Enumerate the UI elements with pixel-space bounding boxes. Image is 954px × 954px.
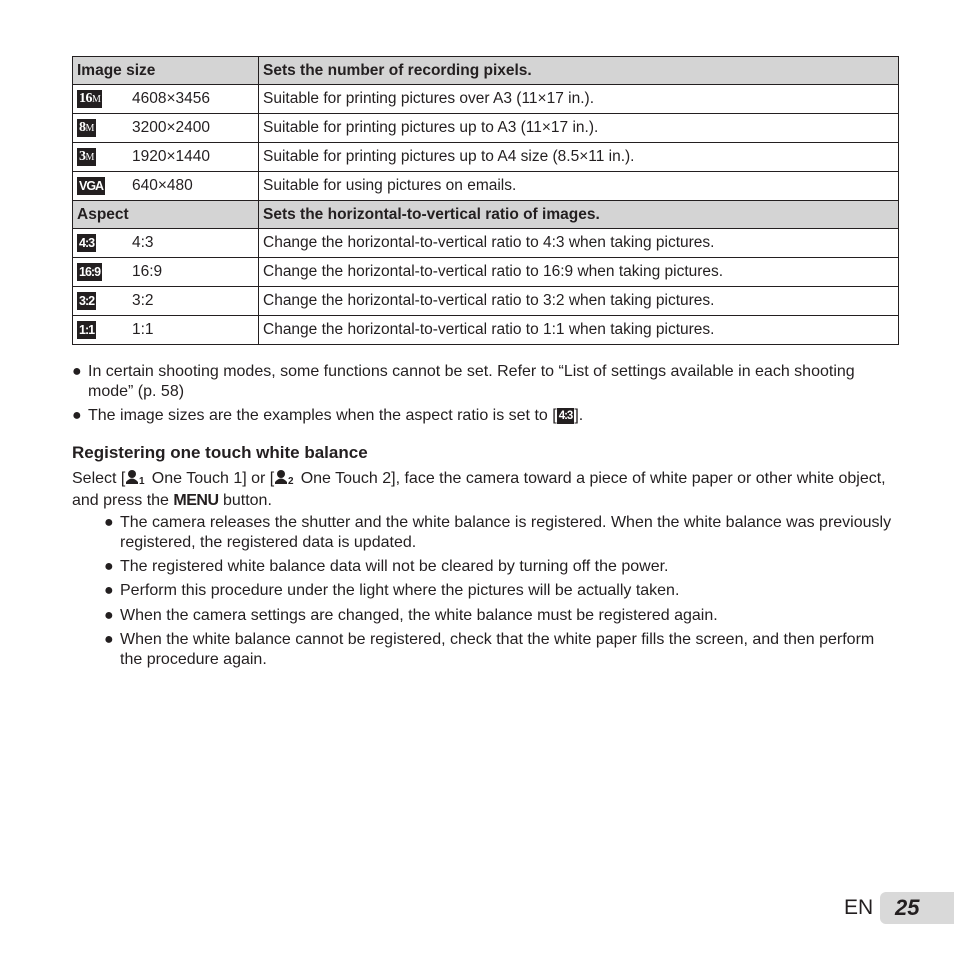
mode-value: 16:9 — [132, 263, 163, 280]
intro-text: One Touch 2], face the camera toward a piece of white paper or other white object, and press the — [72, 470, 886, 509]
mode-description: Suitable for printing pictures up to A3 (11×17 in.). — [259, 114, 899, 143]
mode-description: Change the horizontal-to-vertical ratio to 3:2 when taking pictures. — [259, 287, 899, 316]
list-item — [104, 630, 894, 670]
vga-icon: VGA — [79, 178, 104, 193]
table-row — [73, 172, 899, 201]
mode-description: Change the horizontal-to-vertical ratio to 4:3 when taking pictures. — [259, 229, 899, 258]
one-touch-wb-1-icon — [125, 469, 147, 491]
mode-value: 4:3 — [132, 234, 154, 251]
note-text: The image sizes are the examples when the aspect ratio is set to [ — [88, 407, 557, 424]
settings-table — [72, 56, 899, 345]
table-row — [73, 229, 899, 258]
bullet-icon: ● — [104, 607, 114, 624]
list-item-text: When the white balance cannot be registered, check that the white paper fills the screen, and then perform the procedure again. — [120, 631, 875, 668]
bullet-icon: ● — [104, 582, 114, 599]
menu-button-label: MENU — [173, 492, 219, 509]
mode-value: 3:2 — [132, 292, 154, 309]
intro-text: button. — [218, 492, 272, 509]
aspect-3-2-icon: 3:2 — [79, 293, 95, 308]
mode-value: 1:1 — [132, 321, 154, 338]
aspect-4-3-icon: 4:3 — [558, 409, 573, 422]
header-label: Image size — [73, 57, 259, 85]
list-item — [104, 557, 894, 577]
page-language: EN — [844, 896, 874, 919]
intro-text: One Touch 1] or [ — [147, 470, 275, 487]
bullet-icon: ● — [72, 407, 82, 424]
aspect-1-1-icon: 1:1 — [79, 322, 95, 337]
table-section-header — [73, 57, 899, 85]
list-item-text: The camera releases the shutter and the white balance is registered. When the white balance was previously registered, the registered data is updated. — [120, 514, 892, 551]
svg-text:1: 1 — [139, 476, 145, 485]
mode-description: Suitable for printing pictures over A3 (11×17 in.). — [259, 85, 899, 114]
section-intro — [72, 469, 902, 511]
bullet-icon: ● — [104, 631, 114, 648]
aspect-16-9-icon: 16:9 — [79, 264, 101, 279]
table-row — [73, 258, 899, 287]
bullet-icon: ● — [104, 514, 114, 531]
list-item — [104, 606, 894, 626]
bullet-icon: ● — [104, 558, 114, 575]
8m-icon: 8M — [79, 119, 94, 135]
intro-text: Select [ — [72, 470, 126, 487]
mode-description: Suitable for using pictures on emails. — [259, 172, 899, 201]
note-text: In certain shooting modes, some functions cannot be set. Refer to “List of settings available in each shooting mode” (p. 58) — [88, 363, 855, 400]
3m-icon: 3M — [79, 148, 94, 164]
16m-icon: 16M — [79, 90, 101, 106]
mode-value: 4608×3456 — [132, 90, 211, 107]
bullet-icon: ● — [72, 363, 82, 380]
header-description: Sets the horizontal-to-vertical ratio of images. — [259, 201, 899, 229]
list-item-text: Perform this procedure under the light where the pictures will be actually taken. — [120, 582, 680, 599]
table-section-header — [73, 201, 899, 229]
list-item — [104, 581, 894, 601]
mode-value: 1920×1440 — [132, 148, 211, 165]
section-title: Registering one touch white balance — [72, 443, 368, 462]
table-row — [73, 85, 899, 114]
svg-text:2: 2 — [288, 476, 294, 485]
one-touch-wb-2-icon — [274, 469, 296, 491]
note-item — [72, 406, 902, 426]
mode-value: 640×480 — [132, 177, 193, 194]
list-item-text: When the camera settings are changed, the white balance must be registered again. — [120, 607, 718, 624]
note-item — [72, 362, 902, 402]
note-text-end: ]. — [574, 407, 584, 424]
list-item — [104, 513, 894, 553]
table-row — [73, 143, 899, 172]
mode-description: Change the horizontal-to-vertical ratio to 1:1 when taking pictures. — [259, 316, 899, 345]
table-row — [73, 316, 899, 345]
page-number: 25 — [895, 895, 920, 920]
mode-value: 3200×2400 — [132, 119, 211, 136]
header-description: Sets the number of recording pixels. — [259, 57, 899, 85]
mode-description: Suitable for printing pictures up to A4 size (8.5×11 in.). — [259, 143, 899, 172]
mode-description: Change the horizontal-to-vertical ratio to 16:9 when taking pictures. — [259, 258, 899, 287]
table-row — [73, 114, 899, 143]
header-label: Aspect — [73, 201, 259, 229]
aspect-4-3-icon: 4:3 — [79, 235, 95, 250]
list-item-text: The registered white balance data will not be cleared by turning off the power. — [120, 558, 669, 575]
table-row — [73, 287, 899, 316]
